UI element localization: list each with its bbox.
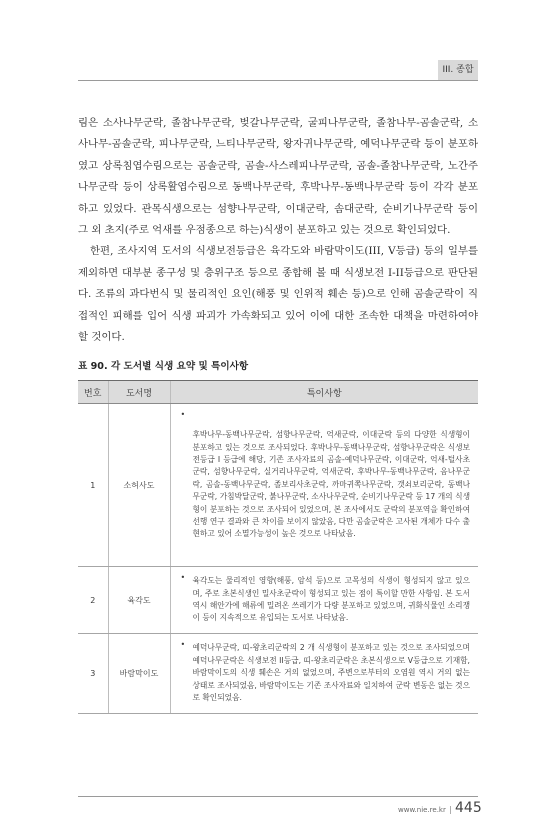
notes-text: 예덕나무군락, 띠-왕초리군락의 2 개 식생형이 분포하고 있는 것으로 조사되었으며 예덕나무군락은 식생보전 II등급, 띠-왕초리군락은 초본식생으로 V등급으로 기재함, 바람막이도의 식생 훼손은 거의 없었으며, 주변으로부터의 오염원 역시 거의 없는 상태로 조사되었음, 바람막이도는 기존 조사자료와 일치하여 군락 변동은 없는 것으로 확인되었음. — [192, 643, 470, 703]
paragraph: 한편, 조사지역 도서의 식생보전등급은 육각도와 바람막이도(III, V등급) 등의 일부를 제외하면 대부분 종구성 및 층위구조 등으로 종합해 볼 때 식생보전 I-II등급으로 판단된다. 조류의 과다번식 및 물리적인 요인(해풍 및 인위적 훼손 등)으로 인해 곰솔군락이 직접적인 피해를 입어 식생 파괴가 가속화되고 있어 이에 대한 조속한 대책을 마련하여야 할 것이다. — [78, 245, 478, 344]
row-number: 2 — [78, 567, 108, 634]
table-caption: 표 90. 각 도서별 식생 요약 및 특이사항 — [78, 361, 249, 372]
header-rule — [78, 80, 478, 81]
notes-text: 육각도는 물리적인 영향(해풍, 암석 등)으로 고목성의 식생이 형성되지 않고 있으며, 주로 초본식생인 밀사초군락이 형성되고 있는 점이 특이할 만한 사항임. 본 도서 역시 해안가에 해류에 밀려온 쓰레기가 다량 분포하고 있었으며, 귀화식물인 소리쟁이 등이 지속적으로 유입되는 도서로 나타났음. — [192, 576, 470, 623]
bullet-icon: • — [180, 640, 186, 649]
table-row — [78, 404, 478, 567]
paragraph: 림은 소사나무군락, 졸참나무군락, 벚갈나무군락, 굴피나무군락, 졸참나무-곰솔군락, 소사나무-곰솔군락, 피나무군락, 느티나무군락, 왕자귀나무군락, 예덕나무군락 등이 분포하였고 상록침엽수림으로는 곰솔군락, 곰솔-사스레피나무군락, 곰솔-졸참나무군락, 노간주나무군락 등이 상록활엽수림으로 동백나무군락, 후박나무-동백나무군락 등이 각각 분포하고 있었다. 관목식생으로는 섬향나무군락, 이대군락, 솜대군락, 순비기나무군락 등이 그 외 초지(주로 억새를 우점종으로 하는)식생이 분포하고 있는 것으로 확인되었다. — [78, 117, 478, 237]
notes-cell — [170, 567, 478, 634]
header-notes: 특이사항 — [170, 381, 478, 404]
bullet-icon: • — [180, 410, 186, 419]
notes-cell — [170, 634, 478, 714]
island-name: 육각도 — [108, 567, 170, 634]
table-row — [78, 567, 478, 634]
chapter-label: III. 종합 — [438, 60, 478, 80]
body-text — [78, 113, 478, 348]
footer-rule — [78, 796, 478, 797]
header-island: 도서명 — [108, 381, 170, 404]
page-number: 445 — [455, 800, 482, 816]
row-number: 3 — [78, 634, 108, 714]
bullet-icon: • — [180, 573, 186, 582]
island-name: 바람막이도 — [108, 634, 170, 714]
header-number: 번호 — [78, 381, 108, 404]
table-row — [78, 634, 478, 714]
vegetation-summary-table — [78, 380, 478, 714]
notes-text: 후박나무-동백나무군락, 섬향나무군락, 억새군락, 이대군락 등의 다양한 식생형이 분포하고 있는 것으로 조사되었다. 후박나무-동백나무군락, 섬향나무군락은 식생보전등급 I 등급에 해당, 기존 조사자료의 곰솔-예덕나무군락, 이대군락, 억새-털사초군락, 섬향나무군락, 실거리나무군락, 억새군락, 후박나무-동백나무군락, 음나무군락, 곰솔-동백나무군락, 졸보리사초군락, 까마귀쪽나무군락, 갯쇠보리군락, 동백나무군락, 가침박달군락, 붉나무군락, 소사나무군락, 순비기나무군락 등 17 개의 식생형이 분포하는 것으로 조사되어 있었으며, 본 조사에서도 군락의 분포역을 확인하여 선행 연구 결과와 큰 차이를 보이지 않았음, 다만 곰솔군락은 고사된 개체가 다수 출현하고 있어 소멸가능성이 높은 것으로 나타났음. — [192, 430, 470, 539]
notes-cell — [170, 404, 478, 567]
footer-url: www.nie.re.kr — [398, 806, 446, 814]
footer-separator: | — [449, 805, 452, 814]
row-number: 1 — [78, 404, 108, 567]
island-name: 소허사도 — [108, 404, 170, 567]
table-header-row — [78, 381, 478, 404]
